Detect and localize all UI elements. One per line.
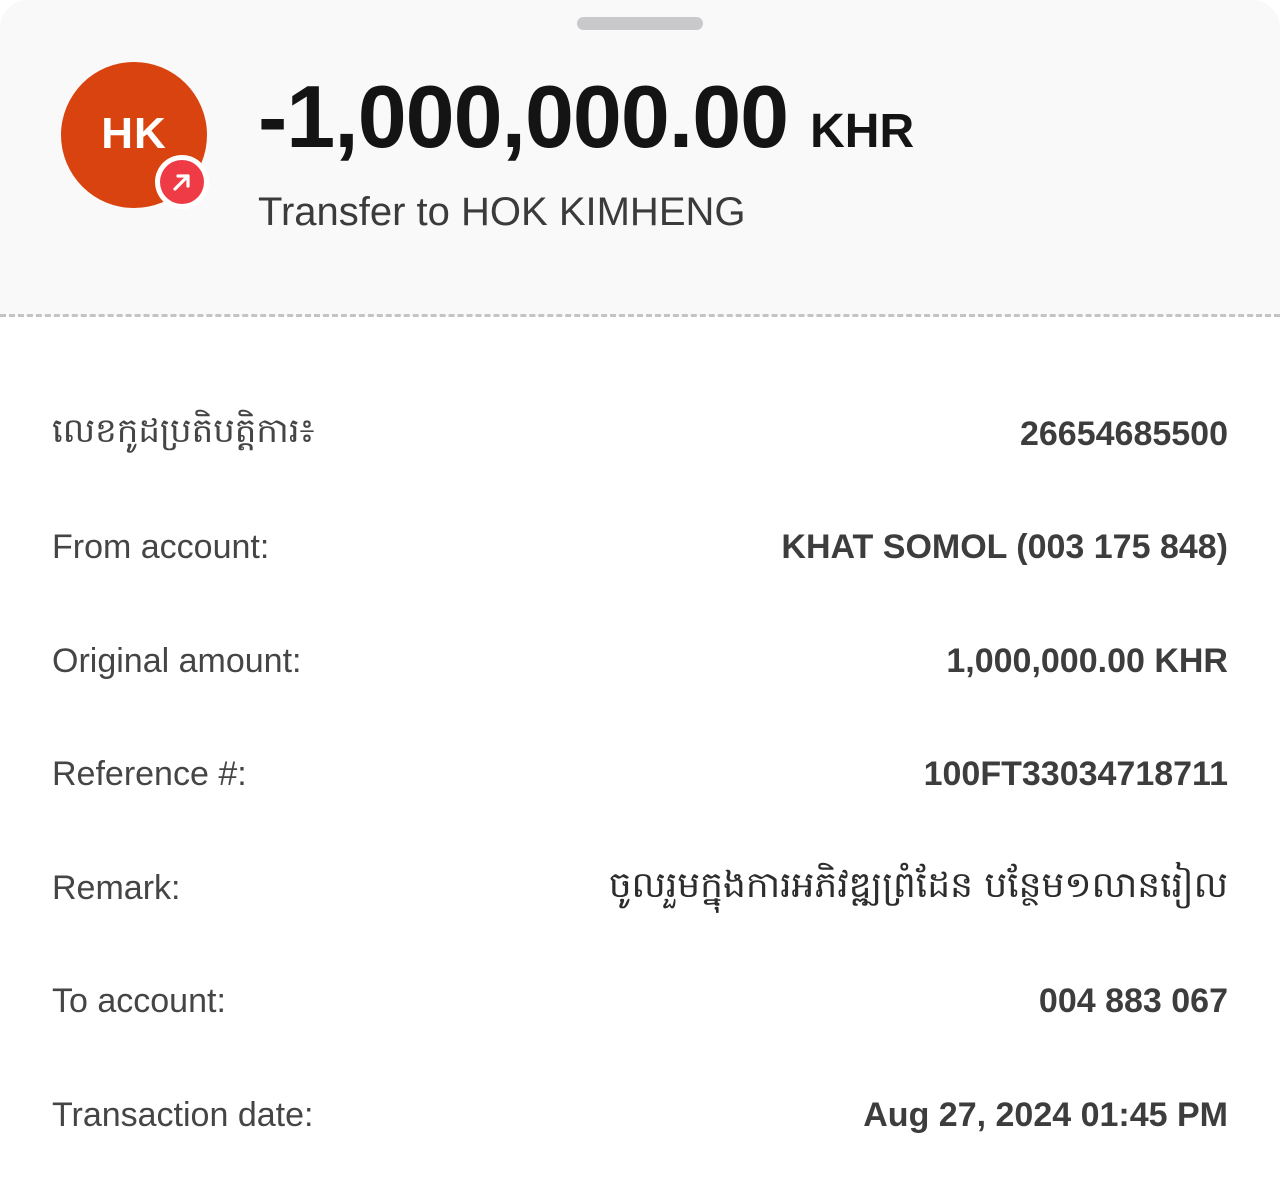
amount-line xyxy=(258,66,914,168)
avatar-initials: HK xyxy=(101,109,167,158)
detail-row-transaction-id xyxy=(52,404,1228,464)
detail-value[interactable]: 004 883 067 xyxy=(1038,981,1228,1020)
detail-label: Remark: xyxy=(52,868,181,907)
detail-row-original-amount xyxy=(52,631,1228,691)
detail-row-transaction-date xyxy=(52,1085,1228,1145)
transfer-subtitle: Transfer to HOK KIMHENG xyxy=(258,190,746,234)
detail-label: To account: xyxy=(52,981,226,1020)
detail-value[interactable]: ចូលរួមក្នុងការអភិវឌ្ឍព្រំដែន បន្ថែម១លានរៀល xyxy=(608,864,1228,906)
detail-label: From account: xyxy=(52,527,270,566)
amount-value: -1,000,000.00 xyxy=(258,67,789,166)
detail-value[interactable]: 100FT33034718711 xyxy=(923,754,1228,793)
detail-value[interactable]: Aug 27, 2024 01:45 PM xyxy=(863,1095,1228,1134)
detail-label: Reference #: xyxy=(52,754,247,793)
outgoing-badge xyxy=(155,155,209,209)
detail-label: លេខកូដប្រតិបត្តិការ៖ xyxy=(52,411,315,451)
amount-currency: KHR xyxy=(810,105,915,158)
dashed-divider xyxy=(0,314,1280,317)
detail-row-to-account xyxy=(52,971,1228,1031)
detail-value[interactable]: 1,000,000.00 KHR xyxy=(946,641,1228,680)
detail-row-from-account xyxy=(52,517,1228,577)
detail-value[interactable]: KHAT SOMOL (003 175 848) xyxy=(781,527,1228,566)
detail-value[interactable]: 26654685500 xyxy=(1019,414,1228,453)
detail-row-remark xyxy=(52,858,1228,918)
drag-handle[interactable] xyxy=(577,17,703,30)
arrow-up-right-icon xyxy=(160,160,204,204)
detail-label: Transaction date: xyxy=(52,1095,314,1134)
detail-label: Original amount: xyxy=(52,641,302,680)
detail-row-reference xyxy=(52,744,1228,804)
